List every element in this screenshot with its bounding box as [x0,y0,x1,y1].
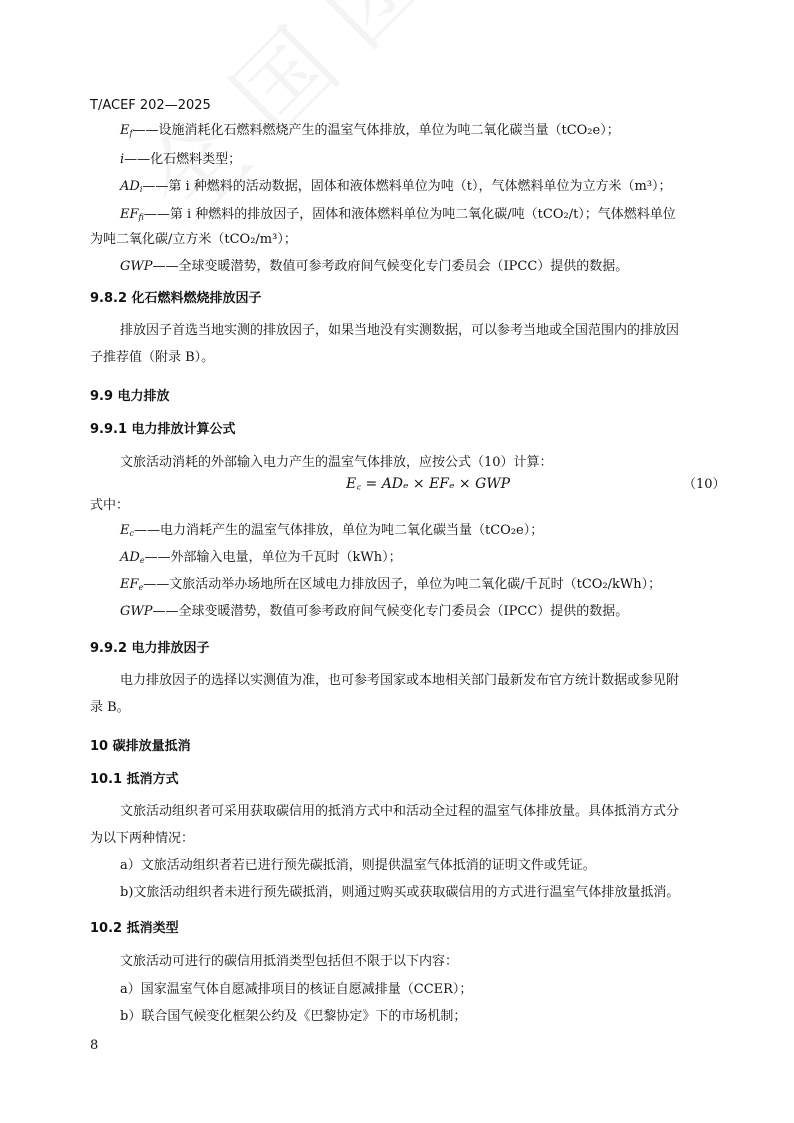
standard-code-header: T/ACEF 202—2025 [90,98,211,113]
equation-number: （10） [683,477,726,492]
page-number: 8 [90,1038,99,1053]
paragraph-9-9-1-intro: 文旅活动消耗的外部输入电力产生的温室气体排放，应按公式（10）计算： [120,455,553,470]
paragraph-10-1-line1: 文旅活动组织者可采用获取碳信用的抵消方式中和活动全过程的温室气体排放量。具体抵消方式分 [120,804,680,819]
paragraph-9-9-2-line1: 电力排放因子的选择以实测值为准，也可参考国家或本地相关部门最新发布官方统计数据或参见附 [120,673,680,688]
definition-ef: $E_f——$设施消耗化石燃料燃烧产生的温室气体排放，单位为吨二氧化碳当量（tCO₂e）； [120,123,620,138]
definition-adi: $AD_i——$第 i 种燃料的活动数据，固体和液体燃料单位为吨（t），气体燃料单位为立方米（m³）； [120,179,672,194]
definition-i: i——化石燃料类型； [120,152,242,167]
heading-10-2: 10.2 抵消类型 [90,921,179,936]
where-label: 式中： [90,498,130,513]
definition-efi: $EF_{fi}——$第 i 种燃料的排放因子，固体和液体燃料单位为吨二氧化碳/吨（tCO₂/t）；气体燃料单位 [120,207,676,222]
heading-10: 10 碳排放量抵消 [90,739,191,754]
definition-efi-continued: 为吨二氧化碳/立方米（tCO₂/m³）； [90,232,297,247]
definition-gwp-2: GWP——全球变暖潜势，数值可参考政府间气候变化专门委员会（IPCC）提供的数据。 [120,604,629,619]
heading-9-9-1: 9.9.1 电力排放计算公式 [90,422,236,437]
paragraph-9-9-2-line2: 录 B。 [90,700,130,715]
definition-efe: $EF_e——$文旅活动举办场地所在区域电力排放因子，单位为吨二氧化碳/千瓦时（tCO₂/kWh）； [120,577,662,592]
definition-ec: $E_c——$电力消耗产生的温室气体排放，单位为吨二氧化碳当量（tCO₂e）； [120,523,544,538]
definition-ade: $AD_e——$外部输入电量，单位为千瓦时（kWh）； [120,550,402,565]
list-item-10-2-b: b）联合国气候变化框架公约及《巴黎协定》下的市场机制； [120,1009,467,1024]
paragraph-10-2-intro: 文旅活动可进行的碳信用抵消类型包括但不限于以下内容： [120,954,459,969]
list-item-10-1-a: a）文旅活动组织者若已进行预先碳抵消，则提供温室气体抵消的证明文件或凭证。 [120,858,596,873]
paragraph-9-8-2-line2: 子推荐值（附录 B）。 [90,350,215,365]
paragraph-9-8-2-line1: 排放因子首选当地实测的排放因子，如果当地没有实测数据，可以参考当地或全国范围内的排放因 [120,323,680,338]
heading-9-8-2: 9.8.2 化石燃料燃烧排放因子 [90,291,262,306]
formula-10: E꜀ = ADₑ × EFₑ × GWP [346,476,511,492]
list-item-10-2-a: a）国家温室气体自愿减排项目的核证自愿减排量（CCER）； [120,982,473,997]
heading-9-9-2: 9.9.2 电力排放因子 [90,641,210,656]
heading-9-9: 9.9 电力排放 [90,389,170,404]
heading-10-1: 10.1 抵消方式 [90,772,179,787]
list-item-10-1-b: b)文旅活动组织者未进行预先碳抵消，则通过购买或获取碳信用的方式进行温室气体排放量抵消。 [120,885,680,900]
definition-gwp: GWP——全球变暖潜势，数值可参考政府间气候变化专门委员会（IPCC）提供的数据。 [120,259,629,274]
paragraph-10-1-line2: 为以下两种情况： [90,831,195,846]
